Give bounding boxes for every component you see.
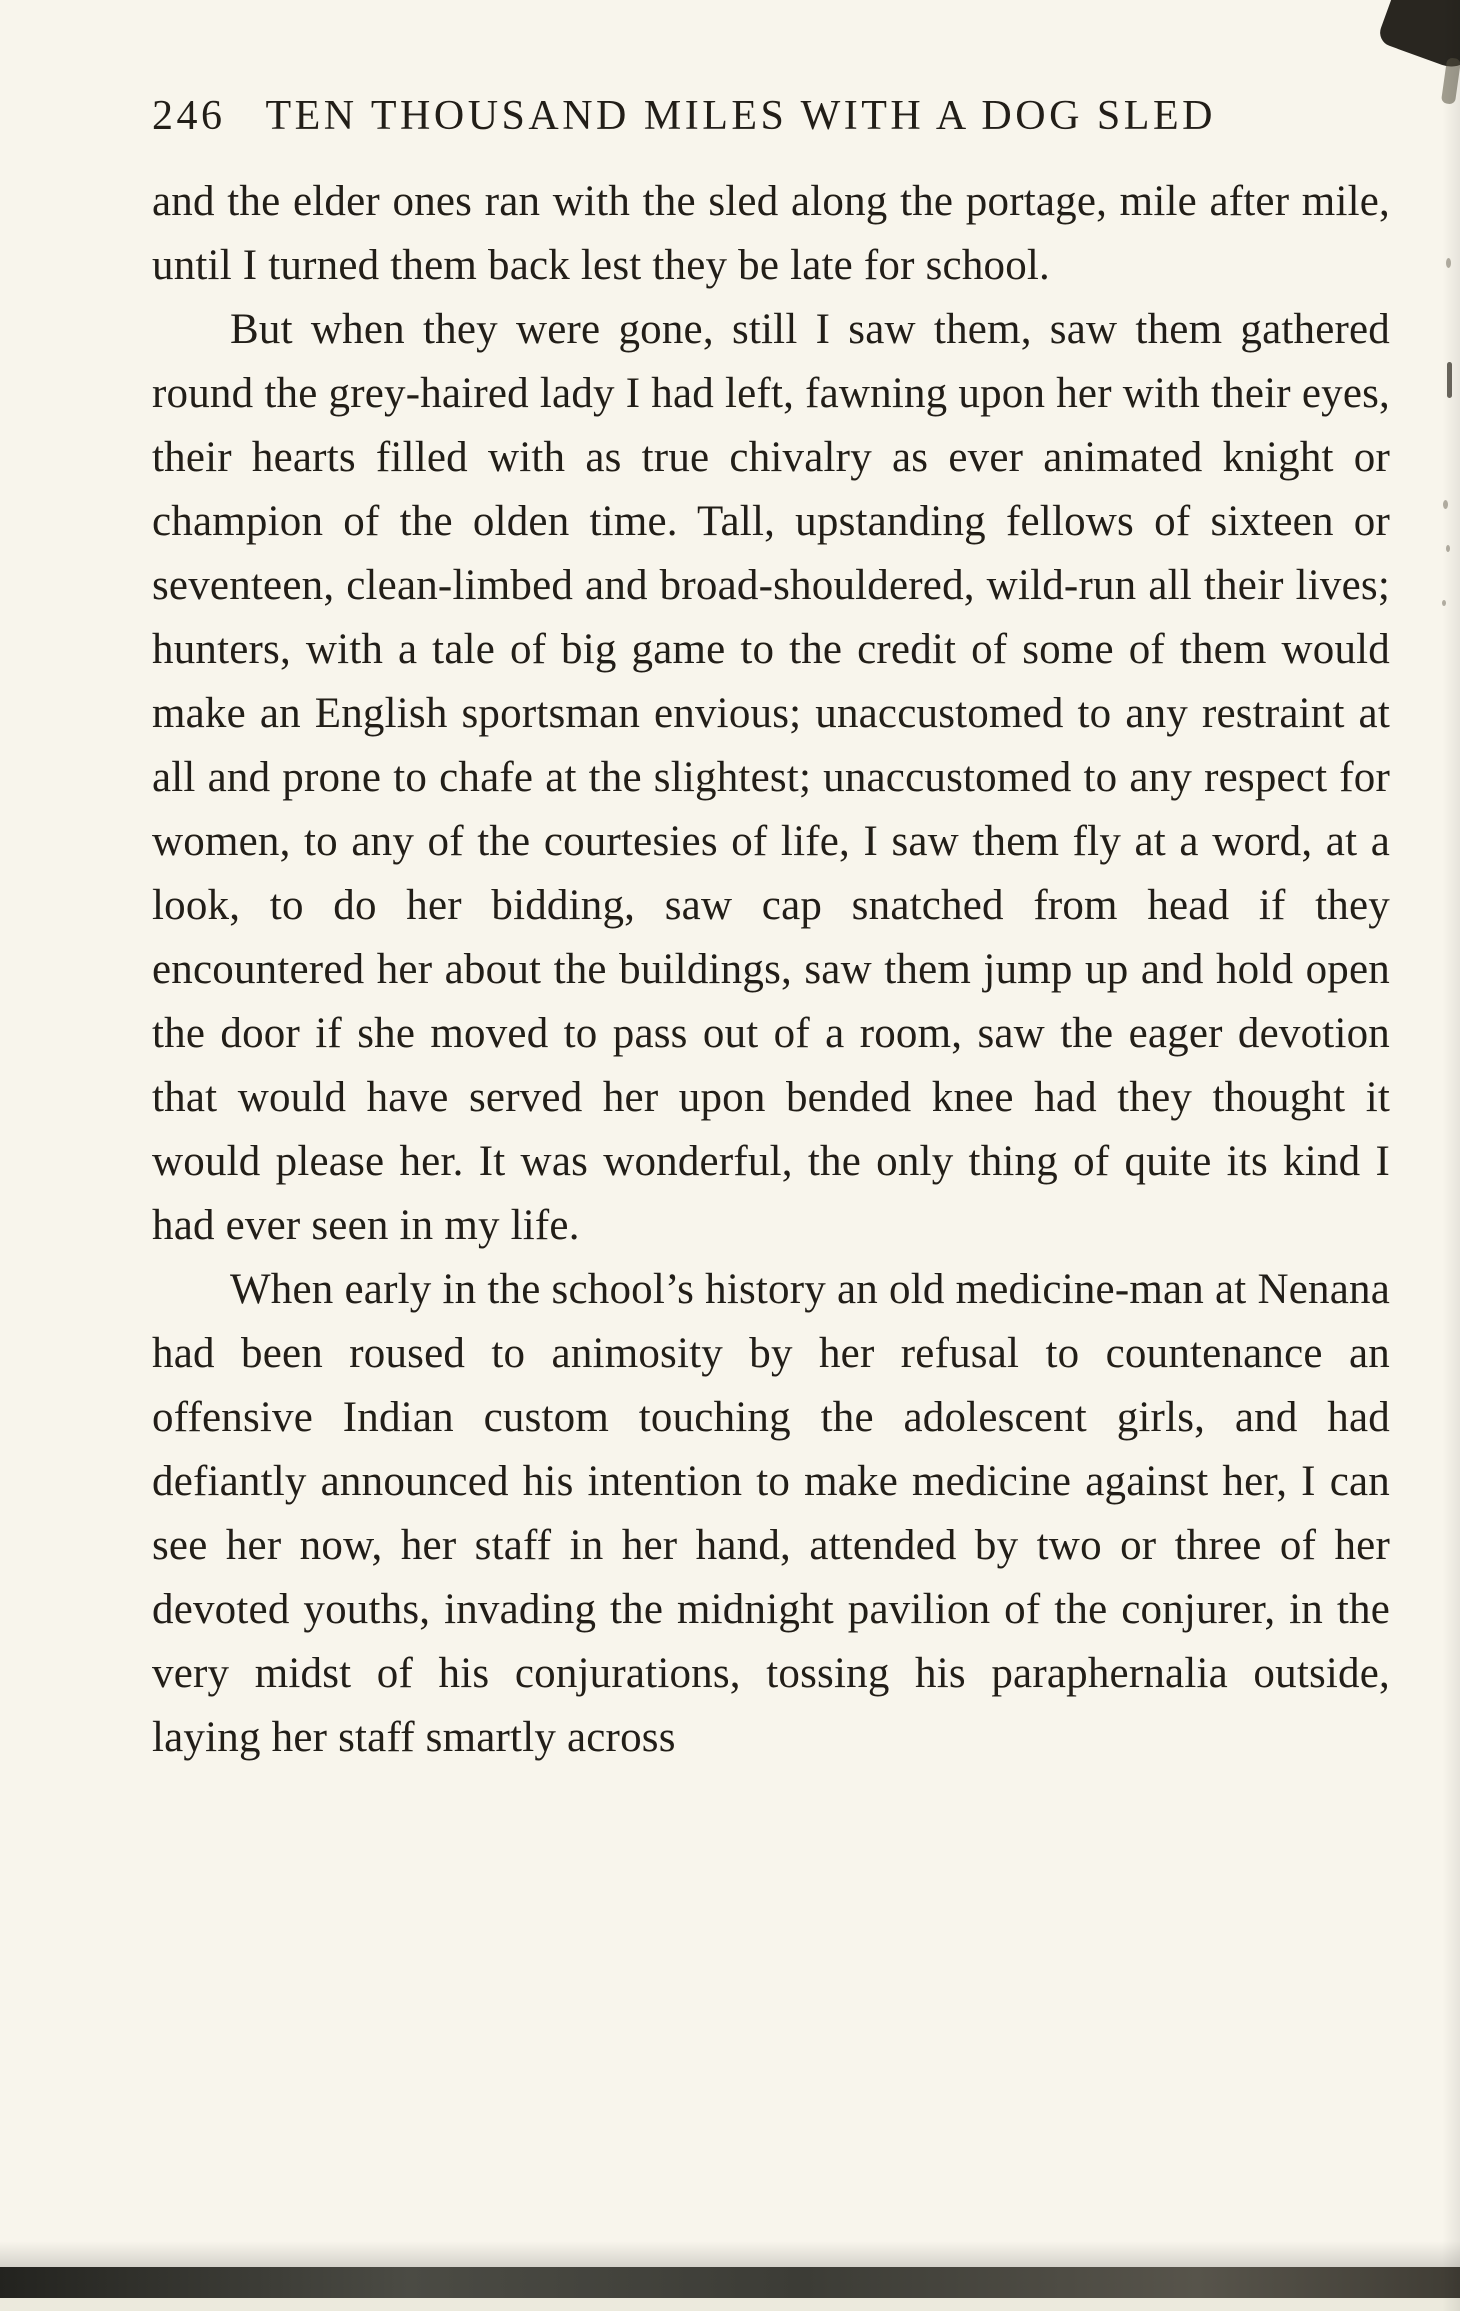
- scan-artifact-speck: [1446, 545, 1450, 552]
- running-title: TEN THOUSAND MILES WITH A DOG SLED: [265, 93, 1216, 139]
- scan-artifact-bottom-shade: [0, 2241, 1460, 2267]
- scan-artifact-edge-mark: [1447, 362, 1452, 398]
- page-number: 246: [152, 93, 226, 139]
- scan-artifact-bottom-edge: [0, 2267, 1460, 2298]
- page-header: [152, 92, 1216, 140]
- scan-artifact-speck: [1443, 500, 1448, 509]
- page-text: [152, 170, 1390, 1770]
- paragraph: But when they were gone, still I saw them, saw them gathered round the grey-haired lady I had left, fawning upon her with their eyes, their hearts filled with as true chivalry as ever animated knight or champion of the olden time. Tall, upstanding fellows of sixteen or seventeen, clean-limbed and broad-shouldered, wild-run all their lives; hunters, with a tale of big game to the credit of some of them would make an English sportsman envious; unaccustomed to any restraint at all and prone to chafe at the slightest; unaccustomed to any respect for women, to any of the courtesies of life, I saw them fly at a word, at a look, to do her bidding, saw cap snatched from head if they encountered her about the buildings, saw them jump up and hold open the door if she moved to pass out of a room, saw the eager devotion that would have served her upon bended knee had they thought it would please her. It was wonderful, the only thing of quite its kind I had ever seen in my life.: [152, 306, 1390, 1249]
- paragraph: When early in the school’s history an old medicine-man at Nenana had been roused to animosity by her refusal to countenance an offensive Indian custom touching the adolescent girls, and had defiantly announced his intention to make medicine against her, I can see her now, her staff in her hand, attended by two or three of her devoted youths, invading the midnight pavilion of the conjurer, in the very midst of his conjurations, tossing his paraphernalia outside, laying her staff smartly across: [152, 1266, 1390, 1761]
- scan-artifact-speck: [1442, 600, 1446, 606]
- scan-artifact-bottom-strip: [0, 2298, 1460, 2311]
- scan-artifact-speck: [1446, 258, 1451, 268]
- paragraph: and the elder ones ran with the sled along the portage, mile after mile, until I turned them back lest they be late for school.: [152, 178, 1390, 289]
